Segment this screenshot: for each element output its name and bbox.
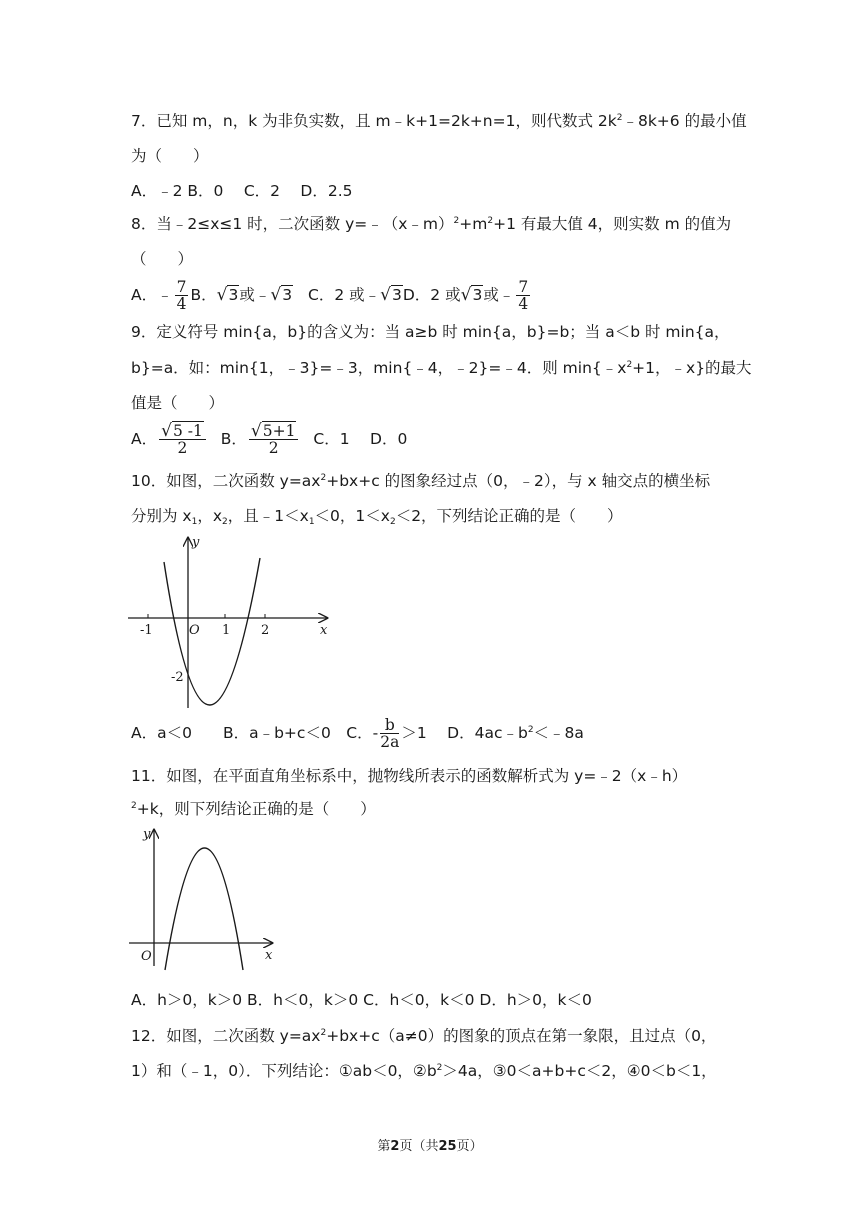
q11-parabola-graph bbox=[125, 826, 285, 976]
tick-label-1: 1 bbox=[222, 623, 231, 638]
q7-line2: 为（ ） bbox=[131, 147, 209, 165]
origin-label: O bbox=[141, 949, 152, 964]
q8-line2: （ ） bbox=[131, 250, 194, 268]
q9-line2: b}=a．如：min{1，﹣3}=﹣3，min{﹣4，﹣2}=﹣4．则 $\min\{﹣x^2+1$，﹣x}的最大 bbox=[131, 359, 752, 377]
fraction-7-4: $\frac{7}{4}$ bbox=[176, 278, 187, 313]
q9-line3: 值是（ ） bbox=[131, 394, 225, 412]
q11-line2: $^2$+k，则下列结论正确的是（ ） bbox=[131, 800, 376, 818]
tick-label-2: 2 bbox=[261, 623, 270, 638]
y-axis-label: y bbox=[143, 827, 151, 842]
q12-line2: 1）和（﹣1，0）．下列结论：①ab＜0，$②b^2>4a$，③0＜a+b+c＜2，④0＜b＜1， bbox=[131, 1062, 717, 1080]
x-axis-label: x bbox=[320, 623, 328, 638]
tick-label-neg1: -1 bbox=[140, 623, 153, 638]
q11-line1: 11．如图，在平面直角坐标系中，抛物线所表示的函数解析式为 y=﹣2（x﹣h） bbox=[131, 767, 688, 785]
q12-line1: 12．如图，二次函数 $y=ax^2+bx+c(a\ne 0)$的图象的顶点在第一象限，且过点（0， bbox=[131, 1027, 717, 1045]
x-axis-label: x bbox=[265, 948, 273, 963]
q7-line1: 7．已知 m，n，k 为非负实数，且 m﹣k+1=2k+n=1，则代数式 $2k^2﹣8k+6$ 的最小值 bbox=[131, 112, 747, 130]
q8-line1: 8．当﹣2≤x≤1 时，二次函数 $y=﹣(x﹣m)^2+m^2+1$ 有最大值 4，则实数 m 的值为 bbox=[131, 215, 732, 233]
origin-label: O bbox=[189, 623, 200, 638]
q9-line1: 9．定义符号 min{a，b}的含义为：当 a≥b 时 min{a，b}=b；当 a＜b 时 min{a， bbox=[131, 323, 730, 341]
tick-label-neg2: -2 bbox=[171, 670, 184, 685]
q11-options: A．h＞0，k＞0 B．h＜0，k＞0 C．h＜0，k＜0 D．h＞0，k＜0 bbox=[131, 991, 592, 1009]
q10-line2: 分别为 $x_1$，$x_2$，且$﹣1<x_1<0$，$1<x_2<2$，下列结论正确的是（ ） bbox=[131, 507, 623, 527]
q10-parabola-graph bbox=[120, 530, 340, 715]
q10-line1: 10．如图，二次函数 $y=ax^2+bx+c$ 的图象经过点（0，﹣2），与 x 轴交点的横坐标 bbox=[131, 472, 711, 490]
q10-options: A．a＜0 B．a﹣b+c＜0 C．- $\frac{b}{2a}$ ＞1 D．$4ac﹣b^2<﹣8a$ bbox=[131, 716, 584, 751]
q8-options: A．﹣ $\frac{7}{4}$ B．√3或﹣√3 C．2 或﹣√3D．2 或√3或﹣ $\frac{7}{4}$ bbox=[131, 278, 529, 313]
page-footer: 第2页（共25页） bbox=[377, 1139, 483, 1154]
q7-options: A．﹣2 B．0 C．2 D．2.5 bbox=[131, 182, 353, 200]
parabola-curve bbox=[165, 848, 243, 970]
q9-options: A． $\frac{√5 -1}{2}$ B． $\frac{√5+1}{2}$ C．1 D．0 bbox=[131, 421, 408, 457]
y-axis-label: y bbox=[192, 535, 200, 550]
